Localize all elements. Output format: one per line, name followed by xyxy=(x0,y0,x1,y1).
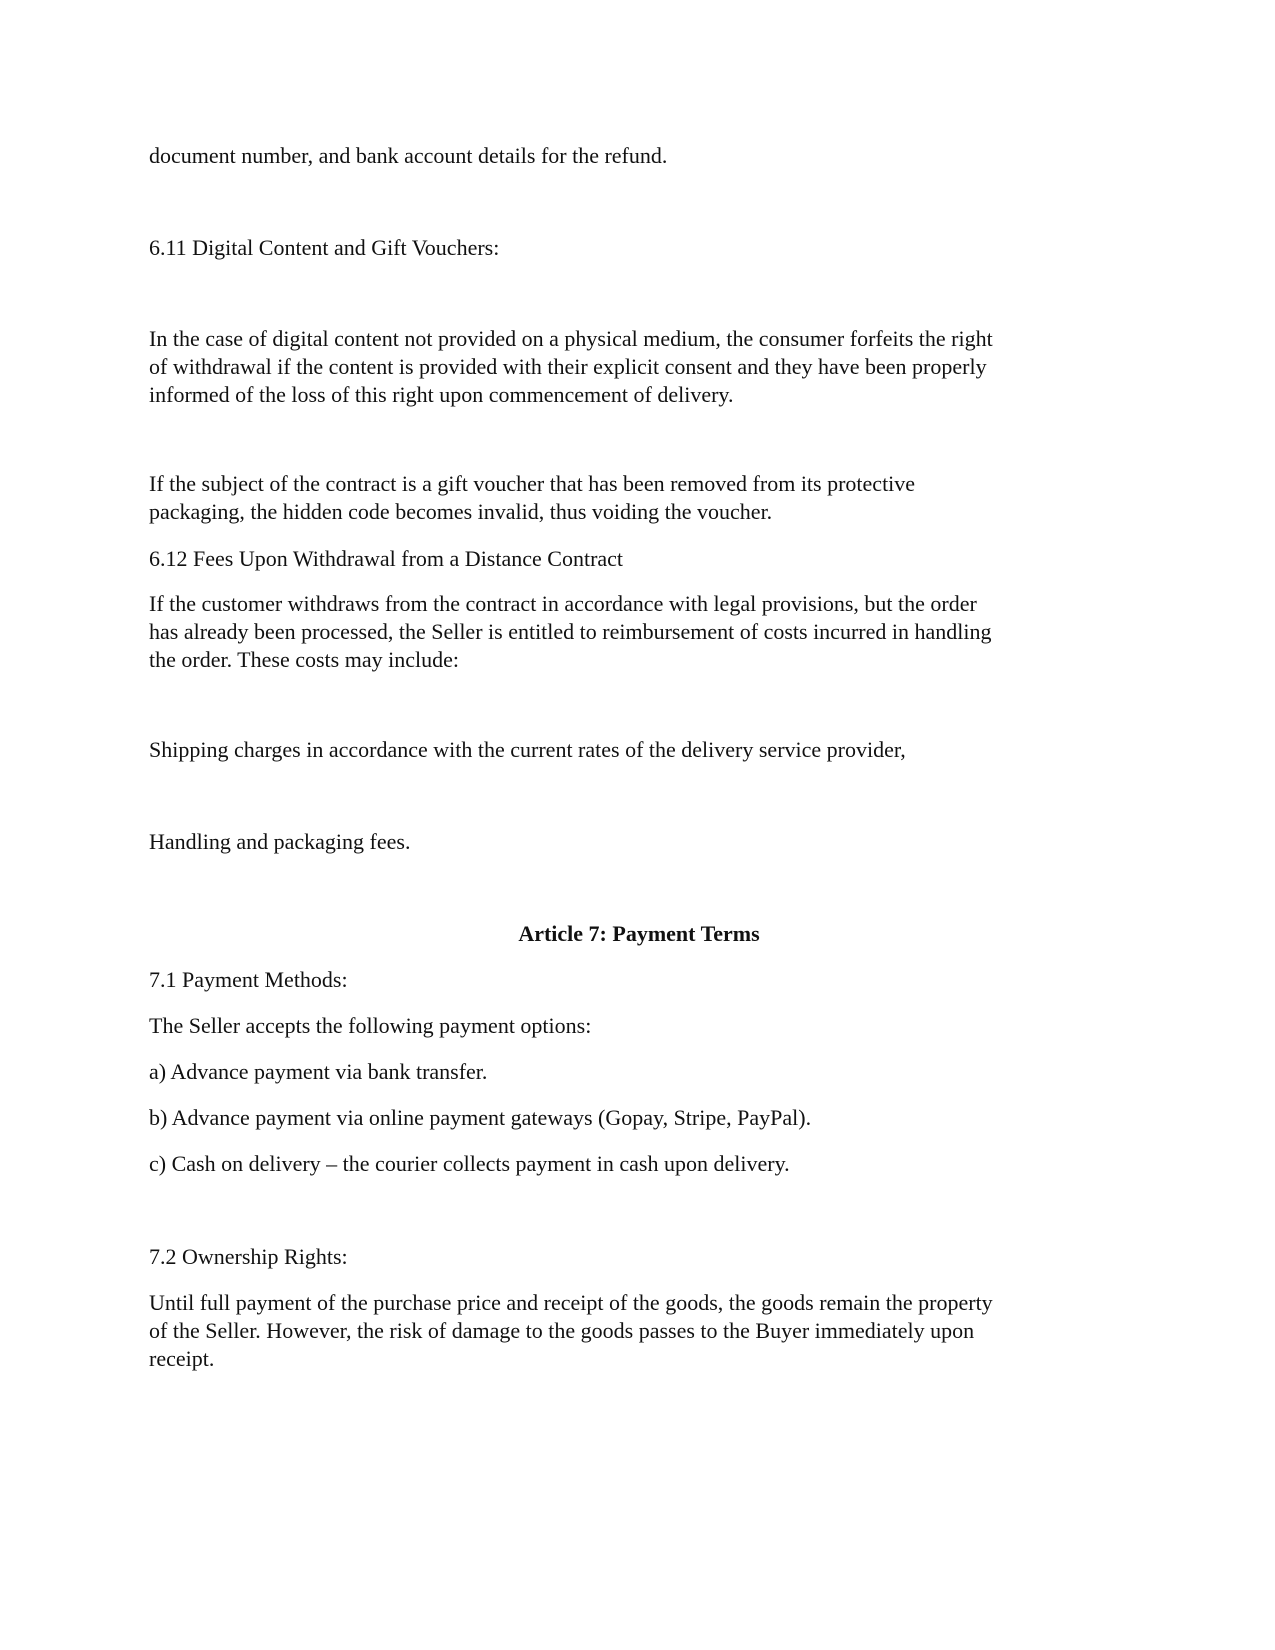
paragraph-line: has already been processed, the Seller is entitled to reimbursement of costs incurred in handling xyxy=(149,619,992,644)
section-6-11-paragraph-2 xyxy=(149,470,1129,526)
paragraph-line: In the case of digital content not provided on a physical medium, the consumer forfeits the right xyxy=(149,326,993,351)
fee-item-handling: Handling and packaging fees. xyxy=(149,829,411,854)
paragraph-line: If the subject of the contract is a gift voucher that has been removed from its protective xyxy=(149,471,916,496)
payment-option-a: a) Advance payment via bank transfer. xyxy=(149,1059,488,1084)
paragraph-line: receipt. xyxy=(149,1346,215,1371)
section-7-1-title: 7.1 Payment Methods: xyxy=(149,967,348,992)
paragraph-line: Until full payment of the purchase price and receipt of the goods, the goods remain the property xyxy=(149,1290,993,1315)
payment-option-b: b) Advance payment via online payment gateways (Gopay, Stripe, PayPal). xyxy=(149,1105,812,1130)
section-7-2-paragraph xyxy=(149,1289,1129,1373)
paragraph-line: the order. These costs may include: xyxy=(149,647,459,672)
section-6-11-paragraph-1 xyxy=(149,325,1129,409)
fee-item-shipping: Shipping charges in accordance with the current rates of the delivery service provider, xyxy=(149,737,906,762)
section-6-12-paragraph xyxy=(149,590,1129,674)
payment-option-c: c) Cash on delivery – the courier collects payment in cash upon delivery. xyxy=(149,1151,790,1176)
paragraph-line: of withdrawal if the content is provided with their explicit consent and they have been properly xyxy=(149,354,987,379)
section-6-12-title: 6.12 Fees Upon Withdrawal from a Distance Contract xyxy=(149,546,624,571)
intro-line: document number, and bank account details for the refund. xyxy=(149,143,668,168)
paragraph-line: informed of the loss of this right upon commencement of delivery. xyxy=(149,382,734,407)
paragraph-line: of the Seller. However, the risk of damage to the goods passes to the Buyer immediately upon xyxy=(149,1318,975,1343)
article-7-heading: Article 7: Payment Terms xyxy=(518,921,760,946)
section-7-2-title: 7.2 Ownership Rights: xyxy=(149,1244,348,1269)
paragraph-line: packaging, the hidden code becomes invalid, thus voiding the voucher. xyxy=(149,499,773,524)
section-7-1-intro: The Seller accepts the following payment options: xyxy=(149,1013,592,1038)
paragraph-line: If the customer withdraws from the contract in accordance with legal provisions, but the order xyxy=(149,591,977,616)
section-6-11-title: 6.11 Digital Content and Gift Vouchers: xyxy=(149,235,500,260)
